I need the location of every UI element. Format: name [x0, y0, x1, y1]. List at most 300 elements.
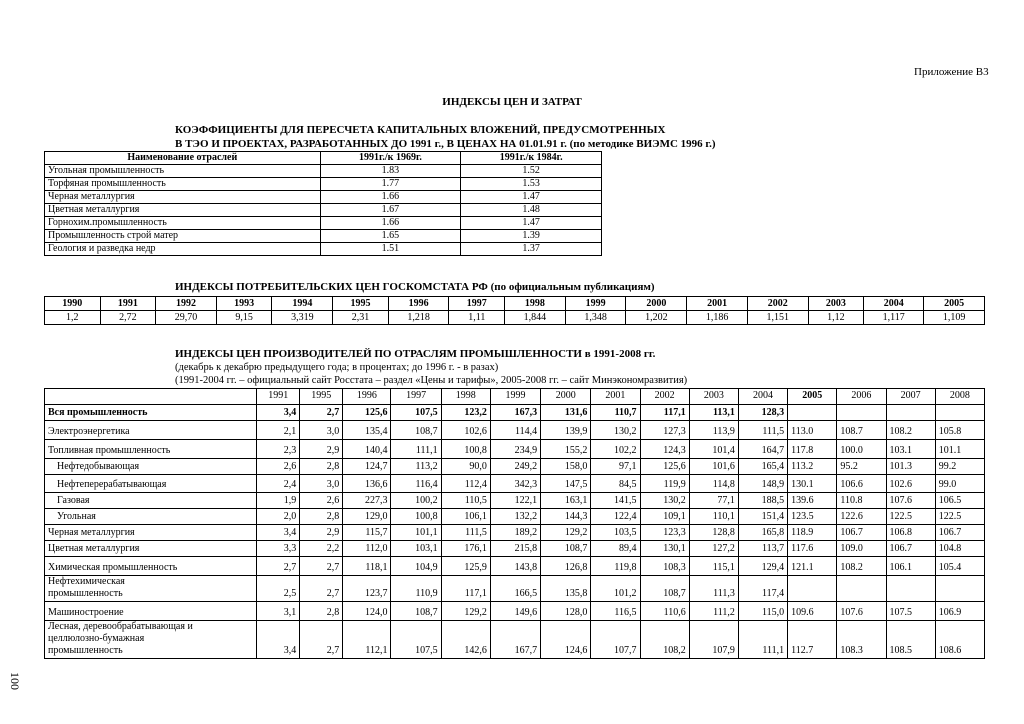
index-value: 122,4 — [591, 509, 640, 525]
index-value: 249,2 — [490, 459, 540, 475]
index-value: 97,1 — [591, 459, 640, 475]
section3-subtitle-1: (декабрь к декабрю предыдущего года; в процентах; до 1996 г. - в разах) — [175, 362, 499, 373]
index-value: 113,7 — [738, 541, 787, 557]
table-row — [45, 459, 985, 475]
cpi-value: 1,11 — [449, 311, 505, 325]
index-value: 119,8 — [591, 557, 640, 576]
index-value: 77,1 — [689, 493, 738, 509]
index-value: 2,9 — [300, 440, 343, 459]
index-value: 127,3 — [640, 421, 689, 440]
index-value: 110,7 — [591, 405, 640, 421]
index-value: 124,7 — [343, 459, 391, 475]
coefficients-table — [44, 151, 602, 256]
index-value: 106.8 — [886, 525, 935, 541]
index-value: 2,6 — [300, 493, 343, 509]
index-value: 106,1 — [441, 509, 490, 525]
producer-price-table — [44, 388, 985, 659]
index-value: 101,2 — [591, 576, 640, 602]
cpi-value: 2,31 — [333, 311, 389, 325]
index-value: 115,1 — [689, 557, 738, 576]
index-value: 123,7 — [343, 576, 391, 602]
table-row — [45, 178, 602, 191]
index-value: 113.2 — [788, 459, 837, 475]
index-value: 2,8 — [300, 459, 343, 475]
index-value: 144,3 — [541, 509, 591, 525]
industry-name: Химическая промышленность — [45, 557, 257, 576]
index-value: 100,8 — [441, 440, 490, 459]
industry-name-line: промышленность — [48, 588, 123, 599]
index-value: 122,1 — [490, 493, 540, 509]
index-value: 131,6 — [541, 405, 591, 421]
year-header: 2005 — [924, 297, 985, 311]
index-value: 3,0 — [300, 475, 343, 493]
year-header: 1998 — [441, 389, 490, 405]
index-value: 117,1 — [640, 405, 689, 421]
index-value: 102,2 — [591, 440, 640, 459]
index-value: 114,4 — [490, 421, 540, 440]
index-value: 111,3 — [689, 576, 738, 602]
industry-name: Газовая — [45, 493, 257, 509]
table-row — [45, 557, 985, 576]
industry-name-line: промышленность — [48, 645, 123, 656]
index-value: 116,5 — [591, 602, 640, 621]
index-value: 3,1 — [257, 602, 300, 621]
index-value: 215,8 — [490, 541, 540, 557]
table-row — [45, 405, 985, 421]
coefficient-value: 1.77 — [320, 178, 461, 191]
index-value: 113,9 — [689, 421, 738, 440]
index-value: 2,7 — [300, 621, 343, 659]
index-value: 124,0 — [343, 602, 391, 621]
year-header: 1995 — [300, 389, 343, 405]
section3-subtitle-2: (1991-2004 гг. – официальный сайт Росстата – раздел «Цены и тарифы», 2005-2008 гг. – сайт Минэкономразвития) — [175, 375, 688, 386]
table-row — [45, 525, 985, 541]
index-value: 119,9 — [640, 475, 689, 493]
cpi-value: 3,319 — [272, 311, 333, 325]
index-value: 147,5 — [541, 475, 591, 493]
index-value: 2,3 — [257, 440, 300, 459]
index-value: 135,8 — [541, 576, 591, 602]
col-header-1984: 1991г./к 1984г. — [461, 152, 602, 165]
index-value: 115,7 — [343, 525, 391, 541]
industry-name: Угольная промышленность — [45, 165, 321, 178]
index-value: 3,0 — [300, 421, 343, 440]
index-value: 108,2 — [640, 621, 689, 659]
index-value: 110,6 — [640, 602, 689, 621]
year-header: 2002 — [747, 297, 808, 311]
index-value: 113,1 — [689, 405, 738, 421]
index-value: 109.6 — [788, 602, 837, 621]
index-value — [886, 576, 935, 602]
index-value: 108,7 — [391, 421, 441, 440]
table-row — [45, 217, 602, 230]
index-value: 104,9 — [391, 557, 441, 576]
index-value: 108.2 — [886, 421, 935, 440]
section2-heading: ИНДЕКСЫ ПОТРЕБИТЕЛЬСКИХ ЦЕН ГОСКОМСТАТА РФ (по официальным публикациям) — [175, 281, 655, 293]
index-value: 124,6 — [541, 621, 591, 659]
index-value: 124,3 — [640, 440, 689, 459]
index-value: 105.4 — [935, 557, 984, 576]
index-value: 118.9 — [788, 525, 837, 541]
index-value: 130.1 — [788, 475, 837, 493]
index-value: 158,0 — [541, 459, 591, 475]
cpi-value: 29,70 — [156, 311, 217, 325]
index-value: 111,2 — [689, 602, 738, 621]
index-value: 106.6 — [837, 475, 886, 493]
index-value: 89,4 — [591, 541, 640, 557]
index-value: 139.6 — [788, 493, 837, 509]
year-header: 1996 — [388, 297, 449, 311]
table-row — [45, 440, 985, 459]
index-value: 101,1 — [391, 525, 441, 541]
index-value: 111,5 — [738, 421, 787, 440]
cpi-value: 1,151 — [747, 311, 808, 325]
index-value: 117,1 — [441, 576, 490, 602]
index-value: 125,6 — [343, 405, 391, 421]
cpi-value: 1,218 — [388, 311, 449, 325]
industry-name: Нефтеперерабатывающая — [45, 475, 257, 493]
col-header-industry: Наименование отраслей — [45, 152, 321, 165]
index-value: 129,2 — [541, 525, 591, 541]
year-header: 1992 — [156, 297, 217, 311]
index-value: 103,1 — [391, 541, 441, 557]
col-header-1969: 1991г./к 1969г. — [320, 152, 461, 165]
index-value: 2,2 — [300, 541, 343, 557]
year-header: 2004 — [864, 297, 924, 311]
index-value: 108.5 — [886, 621, 935, 659]
year-header: 1996 — [343, 389, 391, 405]
index-value: 100.0 — [837, 440, 886, 459]
index-value: 106.1 — [886, 557, 935, 576]
index-value: 2,5 — [257, 576, 300, 602]
year-header: 1991 — [257, 389, 300, 405]
index-value: 100,2 — [391, 493, 441, 509]
coefficient-value: 1.66 — [320, 217, 461, 230]
index-value: 112.7 — [788, 621, 837, 659]
index-value: 108,7 — [541, 541, 591, 557]
index-value: 123,3 — [640, 525, 689, 541]
index-value: 2,9 — [300, 525, 343, 541]
industry-name: Горнохим.промышленность — [45, 217, 321, 230]
index-value: 166,5 — [490, 576, 540, 602]
index-value: 141,5 — [591, 493, 640, 509]
cpi-value: 1,12 — [808, 311, 864, 325]
index-value: 143,8 — [490, 557, 540, 576]
index-value: 113,2 — [391, 459, 441, 475]
section1-heading-line2: В ТЭО И ПРОЕКТАХ, РАЗРАБОТАННЫХ ДО 1991 г., В ЦЕНАХ НА 01.01.91 г. (по методике ВИЭМС 1996 г.) — [175, 138, 716, 150]
index-value — [935, 576, 984, 602]
index-value: 2,7 — [300, 557, 343, 576]
index-value: 3,3 — [257, 541, 300, 557]
industry-name: Цветная металлургия — [45, 541, 257, 557]
index-value: 107.6 — [886, 493, 935, 509]
index-value: 142,6 — [441, 621, 490, 659]
index-value: 112,4 — [441, 475, 490, 493]
index-value: 125,6 — [640, 459, 689, 475]
index-value: 111,1 — [738, 621, 787, 659]
coefficient-value: 1.67 — [320, 204, 461, 217]
index-value: 129,4 — [738, 557, 787, 576]
year-header: 2001 — [591, 389, 640, 405]
index-value: 176,1 — [441, 541, 490, 557]
index-value: 122.5 — [886, 509, 935, 525]
index-value: 101,6 — [689, 459, 738, 475]
industry-name: Черная металлургия — [45, 525, 257, 541]
index-value — [837, 405, 886, 421]
index-value — [788, 576, 837, 602]
industry-name — [45, 576, 257, 602]
index-value: 129,2 — [441, 602, 490, 621]
coefficient-value: 1.39 — [461, 230, 602, 243]
index-value: 117,4 — [738, 576, 787, 602]
index-value: 167,3 — [490, 405, 540, 421]
cpi-value: 1,186 — [687, 311, 748, 325]
index-value: 155,2 — [541, 440, 591, 459]
coefficient-value: 1.83 — [320, 165, 461, 178]
index-value: 108.6 — [935, 621, 984, 659]
index-value: 117.8 — [788, 440, 837, 459]
table-row — [45, 621, 985, 659]
index-value: 99.2 — [935, 459, 984, 475]
index-value: 108,3 — [640, 557, 689, 576]
index-value: 121.1 — [788, 557, 837, 576]
cpi-table — [44, 296, 985, 325]
index-value: 122.6 — [837, 509, 886, 525]
index-value: 2,7 — [257, 557, 300, 576]
industry-name: Машиностроение — [45, 602, 257, 621]
index-value: 109.0 — [837, 541, 886, 557]
index-value: 164,7 — [738, 440, 787, 459]
index-value: 116,4 — [391, 475, 441, 493]
cpi-value: 1,348 — [565, 311, 626, 325]
index-value: 110,9 — [391, 576, 441, 602]
coefficient-value: 1.53 — [461, 178, 602, 191]
index-value: 105.8 — [935, 421, 984, 440]
cpi-value: 1,844 — [505, 311, 566, 325]
index-value: 130,2 — [640, 493, 689, 509]
index-value: 108,7 — [391, 602, 441, 621]
index-value: 126,8 — [541, 557, 591, 576]
index-value: 112,1 — [343, 621, 391, 659]
industry-name: Электроэнергетика — [45, 421, 257, 440]
index-value — [837, 576, 886, 602]
index-value: 106.5 — [935, 493, 984, 509]
index-value: 118,1 — [343, 557, 391, 576]
industry-name: Вся промышленность — [45, 405, 257, 421]
coefficient-value: 1.47 — [461, 191, 602, 204]
year-header: 1994 — [272, 297, 333, 311]
year-header: 1990 — [45, 297, 101, 311]
coefficient-value: 1.48 — [461, 204, 602, 217]
industry-name: Промышленность строй матер — [45, 230, 321, 243]
index-value: 2,7 — [300, 576, 343, 602]
year-header: 2003 — [808, 297, 864, 311]
index-value: 114,8 — [689, 475, 738, 493]
year-header: 1997 — [391, 389, 441, 405]
year-header: 2000 — [626, 297, 687, 311]
table-row — [45, 541, 985, 557]
index-value: 107,7 — [591, 621, 640, 659]
index-value: 151,4 — [738, 509, 787, 525]
index-value: 2,4 — [257, 475, 300, 493]
index-value: 115,0 — [738, 602, 787, 621]
index-value: 106.9 — [935, 602, 984, 621]
coefficient-value: 1.65 — [320, 230, 461, 243]
index-value: 140,4 — [343, 440, 391, 459]
index-value: 110,5 — [441, 493, 490, 509]
index-value: 108.3 — [837, 621, 886, 659]
index-value: 130,2 — [591, 421, 640, 440]
index-value: 106.7 — [935, 525, 984, 541]
index-value: 2,8 — [300, 602, 343, 621]
index-value: 108.7 — [837, 421, 886, 440]
year-header: 2002 — [640, 389, 689, 405]
table-row — [45, 243, 602, 256]
index-value: 102,6 — [441, 421, 490, 440]
index-value: 101,4 — [689, 440, 738, 459]
coefficient-value: 1.37 — [461, 243, 602, 256]
index-value: 117.6 — [788, 541, 837, 557]
year-header: 1991 — [100, 297, 156, 311]
index-value: 2,7 — [300, 405, 343, 421]
industry-name-line: Лесная, деревообрабатывающая и — [48, 621, 193, 632]
index-value: 103.1 — [886, 440, 935, 459]
index-value: 110,1 — [689, 509, 738, 525]
year-header: 1997 — [449, 297, 505, 311]
index-value: 189,2 — [490, 525, 540, 541]
index-value: 107,5 — [391, 405, 441, 421]
table-row — [45, 230, 602, 243]
index-value: 95.2 — [837, 459, 886, 475]
appendix-label: Приложение В3 — [914, 66, 989, 78]
index-value: 125,9 — [441, 557, 490, 576]
coefficient-value: 1.51 — [320, 243, 461, 256]
index-value: 227,3 — [343, 493, 391, 509]
industry-name: Цветная металлургия — [45, 204, 321, 217]
index-value: 128,8 — [689, 525, 738, 541]
industry-name: Торфяная промышленность — [45, 178, 321, 191]
index-value: 167,7 — [490, 621, 540, 659]
year-header: 1999 — [565, 297, 626, 311]
index-value: 84,5 — [591, 475, 640, 493]
index-value: 108,7 — [640, 576, 689, 602]
year-header: 1998 — [505, 297, 566, 311]
index-value: 2,1 — [257, 421, 300, 440]
index-value: 111,1 — [391, 440, 441, 459]
index-value: 107,5 — [391, 621, 441, 659]
index-value: 1,9 — [257, 493, 300, 509]
index-value: 107.6 — [837, 602, 886, 621]
industry-name: Угольная — [45, 509, 257, 525]
index-value: 342,3 — [490, 475, 540, 493]
table-row — [45, 204, 602, 217]
index-value: 132,2 — [490, 509, 540, 525]
table-row — [45, 576, 985, 602]
index-value: 135,4 — [343, 421, 391, 440]
index-value — [886, 405, 935, 421]
index-value: 2,0 — [257, 509, 300, 525]
index-value: 106.7 — [886, 541, 935, 557]
table-row — [45, 602, 985, 621]
index-value: 108.2 — [837, 557, 886, 576]
cpi-value: 2,72 — [100, 311, 156, 325]
coefficient-value: 1.47 — [461, 217, 602, 230]
industry-name-line: Нефтехимическая — [48, 576, 125, 587]
industry-name: Черная металлургия — [45, 191, 321, 204]
index-value: 122.5 — [935, 509, 984, 525]
industry-name-line: целлюлозно-бумажная — [48, 633, 145, 644]
index-value: 106.7 — [837, 525, 886, 541]
index-value: 109,1 — [640, 509, 689, 525]
index-value: 165,8 — [738, 525, 787, 541]
index-value: 148,9 — [738, 475, 787, 493]
industry-name: Нефтедобывающая — [45, 459, 257, 475]
index-value: 234,9 — [490, 440, 540, 459]
index-value: 107,9 — [689, 621, 738, 659]
index-value — [935, 405, 984, 421]
year-header: 1995 — [333, 297, 389, 311]
index-value: 99.0 — [935, 475, 984, 493]
index-value: 101.3 — [886, 459, 935, 475]
year-header: 2003 — [689, 389, 738, 405]
section1-heading-line1: КОЭФФИЦИЕНТЫ ДЛЯ ПЕРЕСЧЕТА КАПИТАЛЬНЫХ ВЛОЖЕНИЙ, ПРЕДУСМОТРЕННЫХ — [175, 124, 666, 136]
index-value: 128,3 — [738, 405, 787, 421]
index-value: 112,0 — [343, 541, 391, 557]
year-header: 2004 — [738, 389, 787, 405]
table-row — [45, 191, 602, 204]
industry-name: Топливная промышленность — [45, 440, 257, 459]
index-value: 100,8 — [391, 509, 441, 525]
cpi-value: 9,15 — [216, 311, 272, 325]
table-row — [45, 165, 602, 178]
index-value: 3,4 — [257, 405, 300, 421]
index-value: 123,2 — [441, 405, 490, 421]
page-title: ИНДЕКСЫ ЦЕН И ЗАТРАТ — [442, 96, 582, 108]
table-row — [45, 509, 985, 525]
index-value: 104.8 — [935, 541, 984, 557]
index-value: 163,1 — [541, 493, 591, 509]
index-value: 128,0 — [541, 602, 591, 621]
table-row — [45, 421, 985, 440]
section3-heading: ИНДЕКСЫ ЦЕН ПРОИЗВОДИТЕЛЕЙ ПО ОТРАСЛЯМ ПРОМЫШЛЕННОСТИ в 1991-2008 гг. — [175, 348, 656, 360]
index-value: 2,6 — [257, 459, 300, 475]
table-row — [45, 493, 985, 509]
index-value: 188,5 — [738, 493, 787, 509]
index-value — [788, 405, 837, 421]
year-header: 2001 — [687, 297, 748, 311]
index-value: 90,0 — [441, 459, 490, 475]
coefficient-value: 1.52 — [461, 165, 602, 178]
index-value: 123.5 — [788, 509, 837, 525]
cpi-value: 1,117 — [864, 311, 924, 325]
index-value: 129,0 — [343, 509, 391, 525]
coefficient-value: 1.66 — [320, 191, 461, 204]
industry-name: Геология и разведка недр — [45, 243, 321, 256]
year-header: 2005 — [788, 389, 837, 405]
index-value: 110.8 — [837, 493, 886, 509]
cpi-value: 1,109 — [924, 311, 985, 325]
table-row — [45, 475, 985, 493]
index-value: 101.1 — [935, 440, 984, 459]
index-value: 3,4 — [257, 621, 300, 659]
index-value: 103,5 — [591, 525, 640, 541]
index-value: 136,6 — [343, 475, 391, 493]
year-header: 2008 — [935, 389, 984, 405]
index-value: 113.0 — [788, 421, 837, 440]
index-value: 107.5 — [886, 602, 935, 621]
index-value: 102.6 — [886, 475, 935, 493]
corner-cell — [45, 389, 257, 405]
